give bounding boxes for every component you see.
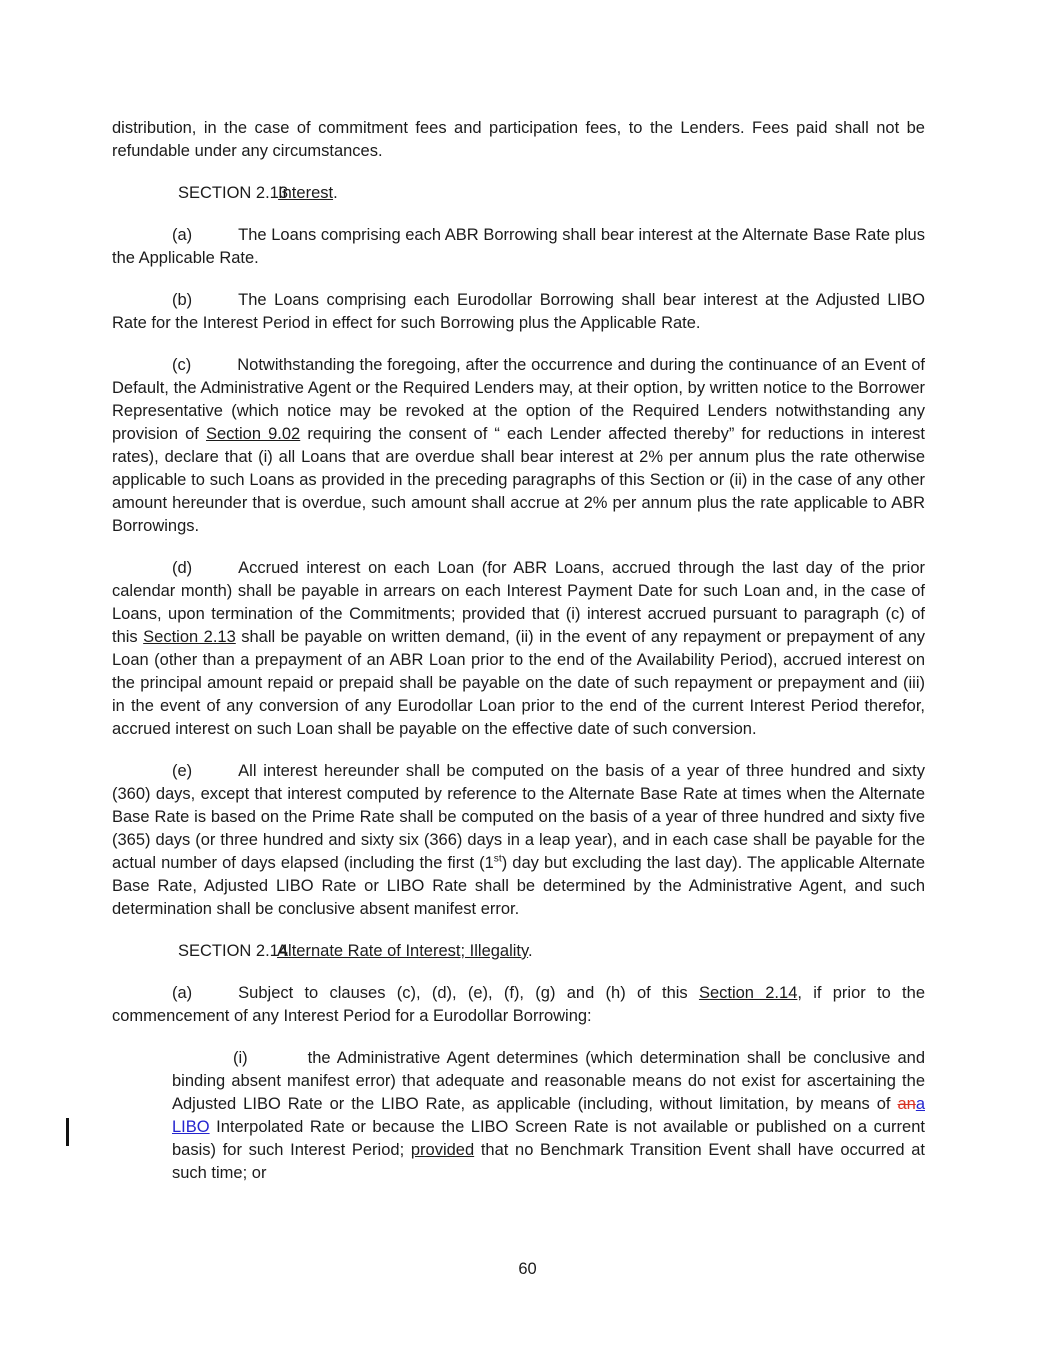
section-2-14-heading — [178, 940, 925, 963]
section-2-14-label: SECTION 2.14 — [178, 942, 289, 960]
deleted-text: an — [897, 1095, 916, 1113]
section-2-14-title: Alternate Rate of Interest; Illegality — [277, 942, 529, 960]
paragraph-marker: (a) — [172, 226, 193, 244]
paragraph-text — [112, 559, 925, 738]
paragraph-2-13-c — [112, 354, 925, 538]
text-segment: st — [493, 853, 502, 865]
subclause-2-14-a-i — [172, 1047, 925, 1185]
text-segment: Section 2.13 — [143, 628, 236, 646]
text-segment: The Loans comprising each ABR Borrowing shall bear interest at the Alternate Base Rate plus the Applicable Rate. — [112, 226, 925, 267]
paragraph-text — [112, 356, 925, 535]
text-segment: Section 9.02 — [205, 425, 301, 443]
inserted-text: a LIBO — [172, 1095, 925, 1136]
section-2-14-period: . — [528, 942, 533, 960]
paragraph-text — [112, 762, 925, 918]
paragraph-text — [172, 1049, 925, 1182]
text-segment: Subject to clauses (c), (d), (e), (f), (g) and (h) of this — [238, 984, 699, 1002]
text-segment: , if prior to the commencement of any Interest Period for a Eurodollar Borrowing: — [112, 984, 925, 1025]
section-2-13-title: Interest — [278, 184, 334, 202]
paragraph-marker: (b) — [172, 291, 193, 309]
text-segment: requiring the consent of “ each Lender affected thereby” for reductions in interest rates), declare that (i) all Loans that are overdue shall bear interest at 2% per annum plus the rate otherwise applicable to such Loans as provided in the preceding paragraphs of this Section or (ii) in the case of any other amount hereunder that is overdue, such amount shall accrue at 2% per annum plus the rate applicable to ABR Borrowings. — [112, 425, 926, 535]
paragraph-text — [112, 984, 925, 1025]
text-segment: ) day but excluding the last day). The applicable Alternate Base Rate, Adjusted LIBO Rate or LIBO Rate shall be determined by the Administrative Agent, and such determination shall be conclusive absent manifest error. — [112, 854, 925, 918]
section-2-13-heading — [178, 182, 925, 205]
text-segment: Interpolated Rate or because the LIBO Screen Rate is not available or published on a current basis) for such Interest Period; — [172, 1118, 925, 1159]
paragraph-2-13-e — [112, 760, 925, 921]
section-2-13-period: . — [333, 184, 338, 202]
paragraph-2-13-a — [112, 224, 925, 270]
text-segment: All interest hereunder shall be computed on the basis of a year of three hundred and sixty (360) days, except that interest computed by reference to the Alternate Base Rate at times when the Alternate Base Rate is based on the Prime Rate shall be computed on the basis of a year of three hundred and sixty five (365) days (or three hundred and sixty six (366) days in a leap year), and in each case shall be payable for the actual number of days elapsed (including the first (1 — [112, 762, 925, 872]
text-segment: The Loans comprising each Eurodollar Borrowing shall bear interest at the Adjusted LIBO Rate for the Interest Period in effect for such Borrowing plus the Applicable Rate. — [112, 291, 925, 332]
paragraph-intro: distribution, in the case of commitment fees and participation fees, to the Lenders. Fees paid shall not be refundable under any circumstances. — [112, 119, 925, 160]
text-segment: the Administrative Agent determines (which determination shall be conclusive and binding absent manifest error) that adequate and reasonable means do not exist for ascertaining the Adjusted LIBO Rate or the LIBO Rate, as applicable (including, without limitation, by means of — [172, 1049, 925, 1113]
paragraph-text — [112, 291, 925, 332]
text-segment: Section 2.14 — [698, 984, 798, 1002]
paragraph-2-13-d — [112, 557, 925, 741]
section-2-13-label: SECTION 2.13 — [178, 184, 289, 202]
paragraph-text — [112, 226, 925, 267]
change-bar — [66, 1118, 69, 1146]
text-segment: that no Benchmark Transition Event shall have occurred at such time; or — [172, 1141, 925, 1182]
paragraph-marker: (i) — [233, 1049, 248, 1067]
paragraph-marker: (d) — [172, 559, 193, 577]
paragraph-2-13-b — [112, 289, 925, 335]
paragraph-marker: (c) — [172, 356, 192, 374]
paragraph-marker: (a) — [172, 984, 193, 1002]
text-segment: provided — [410, 1141, 475, 1159]
text-segment: Accrued interest on each Loan (for ABR Loans, accrued through the last day of the prior calendar month) shall be payable in arrears on each Interest Payment Date for such Loan and, in the case of Loans, upon termination of the Commitments; provided that (i) interest accrued pursuant to paragraph (c) of this — [112, 559, 925, 646]
paragraph-2-14-a — [112, 982, 925, 1028]
paragraph-marker: (e) — [172, 762, 193, 780]
page-number: 60 — [518, 1260, 537, 1278]
text-segment: Notwithstanding the foregoing, after the occurrence and during the continuance of an Event of Default, the Administrative Agent or the Required Lenders may, at their option, by written notice to the Borrower Representative (which notice may be revoked at the option of the Required Lenders notwithstanding any provision of — [112, 356, 925, 443]
text-segment: shall be payable on written demand, (ii) in the event of any repayment or prepayment of any Loan (other than a prepayment of an ABR Loan prior to the end of the Availability Period), accrued interest on the principal amount repaid or prepaid shall be payable on the date of such repayment or prepayment and (iii) in the event of any conversion of any Eurodollar Loan prior to the end of the current Interest Period therefor, accrued interest on such Loan shall be payable on the effective date of such conversion. — [112, 628, 925, 738]
